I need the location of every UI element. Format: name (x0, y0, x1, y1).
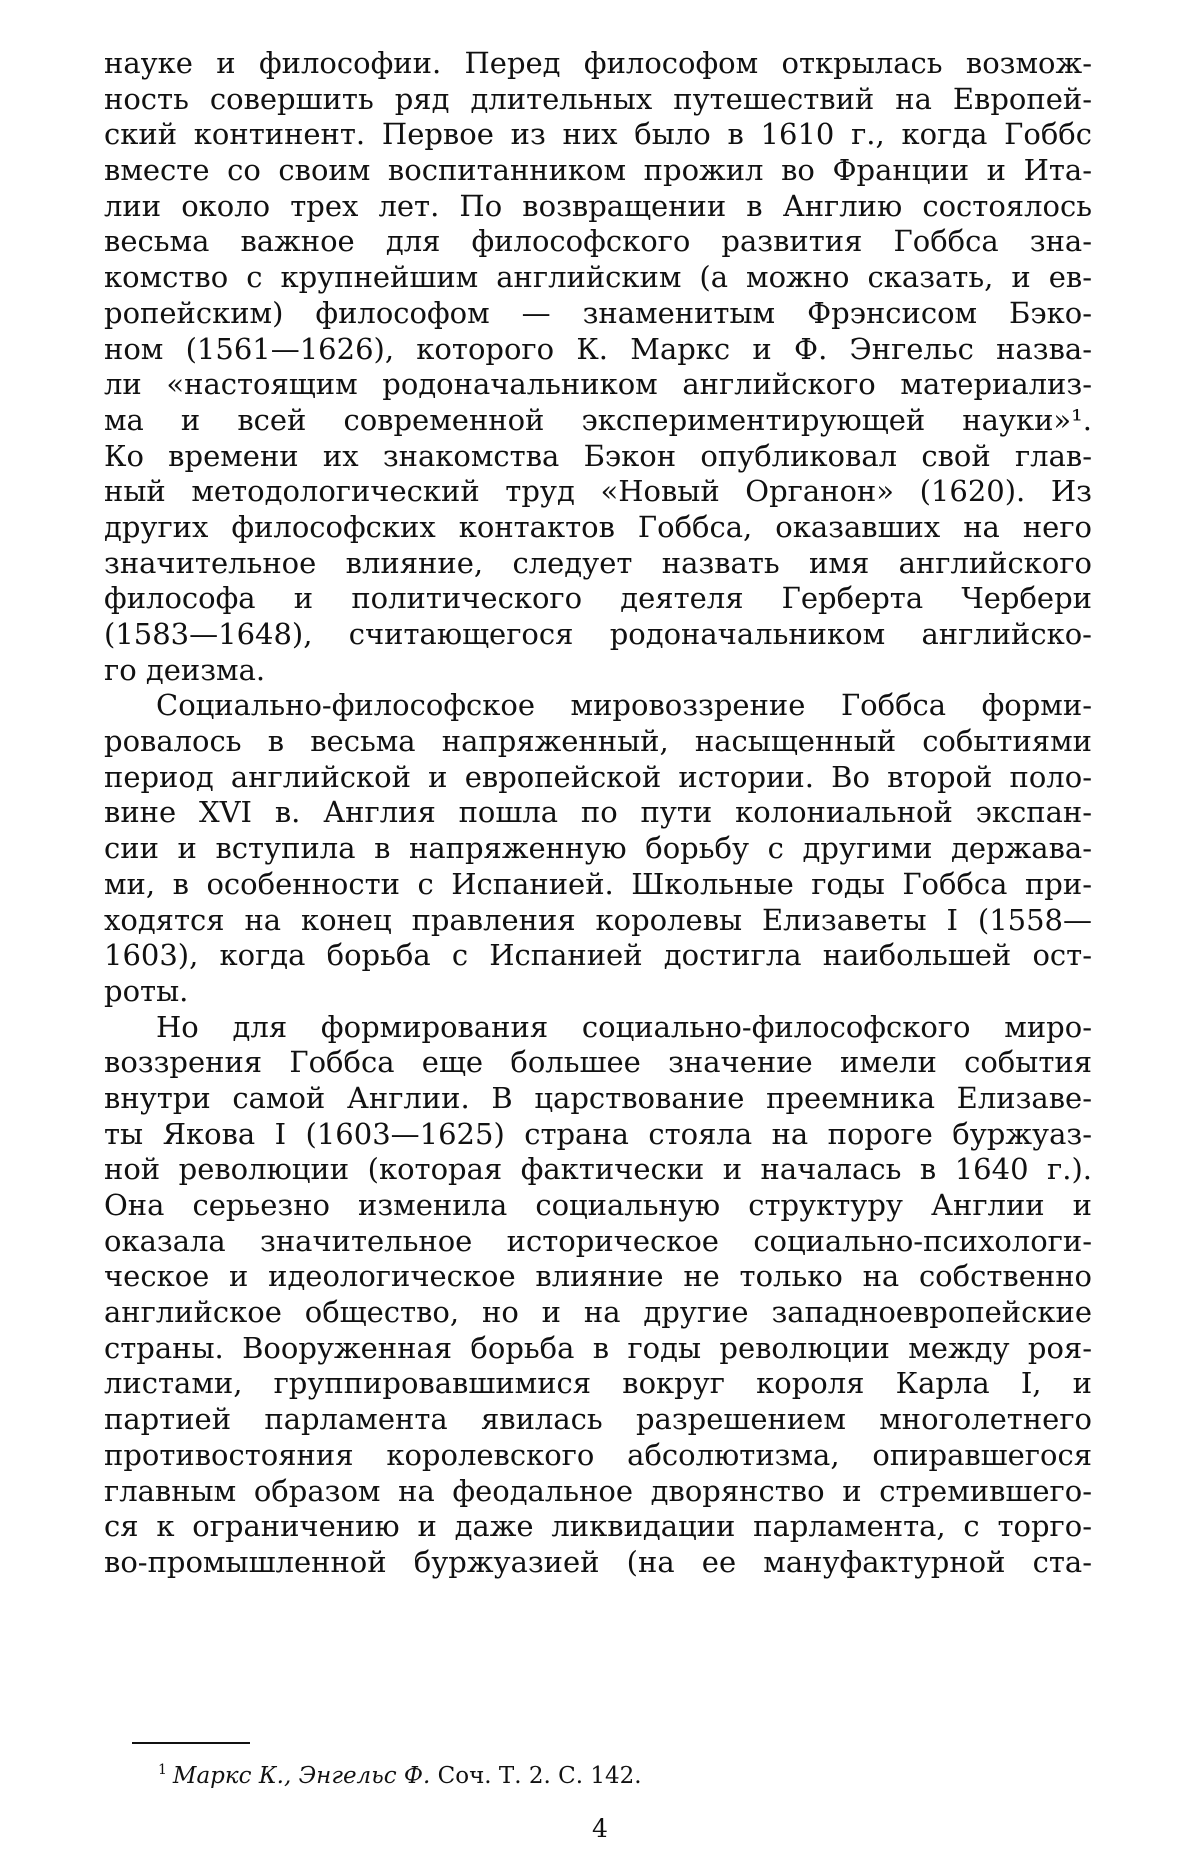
text-line: науке и философии. Перед философом открылась возмож- (104, 46, 1092, 80)
text-line: Социально-философское мировоззрение Гоббса форми- (156, 688, 1092, 723)
text-line: ропейским) философом — знаменитым Фрэнсисом Бэко- (104, 295, 1092, 330)
text-line: вместе со своим воспитанником прожил во Франции и Ита- (104, 153, 1092, 188)
text-line: философа и политического деятеля Герберта Чербери (104, 581, 1092, 616)
text-line: ходятся на конец правления королевы Елизаветы I (1558— (104, 902, 1092, 937)
text-line: ном (1561—1626), которого К. Маркс и Ф. Энгельс назва- (104, 331, 1092, 366)
text-line: весьма важное для философского развития Гоббса зна- (104, 224, 1092, 259)
text-line: лии около трех лет. По возвращении в Англию состоялось (104, 188, 1092, 223)
text-line: ты Якова I (1603—1625) страна стояла на пороге буржуаз- (104, 1116, 1092, 1151)
text-line: период английской и европейской истории. Во второй поло- (104, 759, 1092, 794)
text-line: оказала значительное историческое социально-психологи- (104, 1223, 1092, 1258)
text-line: вине XVI в. Англия пошла по пути колониальной экспан- (104, 795, 1092, 830)
footnote-authors: Маркс К., Энгельс Ф. (172, 1763, 431, 1789)
text-line: во-промышленной буржуазией (на ее мануфактурной ста- (104, 1544, 1092, 1579)
text-line: партией парламента явилась разрешением многолетнего (104, 1402, 1092, 1437)
text-line: Она серьезно изменила социальную структуру Англии и (104, 1188, 1092, 1222)
text-line: ной революции (которая фактически и началась в 1640 г.). (104, 1152, 1092, 1187)
text-line: ся к ограничению и даже ликвидации парламента, с торго- (104, 1509, 1092, 1544)
text-line: ли «настоящим родоначальником английского материализ- (104, 367, 1092, 402)
footnote-divider (132, 1742, 250, 1744)
text-line: ный методологический труд «Новый Органон» (1620). Из (104, 474, 1092, 509)
text-line: Но для формирования социально-философского миро- (156, 1009, 1092, 1044)
text-line: ческое и идеологическое влияние не только на собственно (104, 1259, 1092, 1294)
text-line: комство с крупнейшим английским (а можно сказать, и ев- (104, 260, 1092, 295)
text-line: английское общество, но и на другие западноевропейские (104, 1295, 1092, 1330)
text-line: внутри самой Англии. В царствование преемника Елизаве- (104, 1080, 1092, 1115)
footnote (158, 1762, 642, 1790)
text-line: главным образом на феодальное дворянство и стремившего- (104, 1473, 1092, 1508)
text-line: страны. Вооруженная борьба в годы революции между роя- (104, 1330, 1092, 1365)
text-line: роты. (104, 973, 189, 1008)
text-line: сии и вступила в напряженную борьбу с другими держава- (104, 831, 1092, 866)
text-line: листами, группировавшимися вокруг короля Карла I, и (104, 1366, 1092, 1401)
text-line: ровалось в весьма напряженный, насыщенный событиями (104, 724, 1092, 759)
text-line: 1603), когда борьба с Испанией достигла наибольшей ост- (104, 938, 1092, 973)
text-line: ми, в особенности с Испанией. Школьные годы Гоббса при- (104, 866, 1092, 901)
text-line: го деизма. (104, 652, 266, 687)
text-line: воззрения Гоббса еще большее значение имели события (104, 1045, 1092, 1080)
text-line: ность совершить ряд длительных путешествий на Европей- (104, 81, 1092, 116)
page-number: 4 (592, 1814, 608, 1843)
text-line: других философских контактов Гоббса, оказавших на него (104, 509, 1092, 544)
text-line: противостояния королевского абсолютизма, опиравшегося (104, 1437, 1092, 1472)
text-line: Ко времени их знакомства Бэкон опубликовал свой глав- (104, 438, 1092, 473)
text-line: (1583—1648), считающегося родоначальником английско- (104, 617, 1092, 651)
text-line: ский континент. Первое из них было в 1610 г., когда Гоббс (104, 117, 1092, 152)
main-text (104, 46, 1092, 1581)
footnote-marker: 1 (158, 1762, 167, 1779)
text-line: значительное влияние, следует назвать имя английского (104, 545, 1092, 580)
footnote-source: Соч. Т. 2. С. 142. (437, 1763, 642, 1789)
text-line: ма и всей современной экспериментирующей науки»¹. (104, 402, 1092, 437)
